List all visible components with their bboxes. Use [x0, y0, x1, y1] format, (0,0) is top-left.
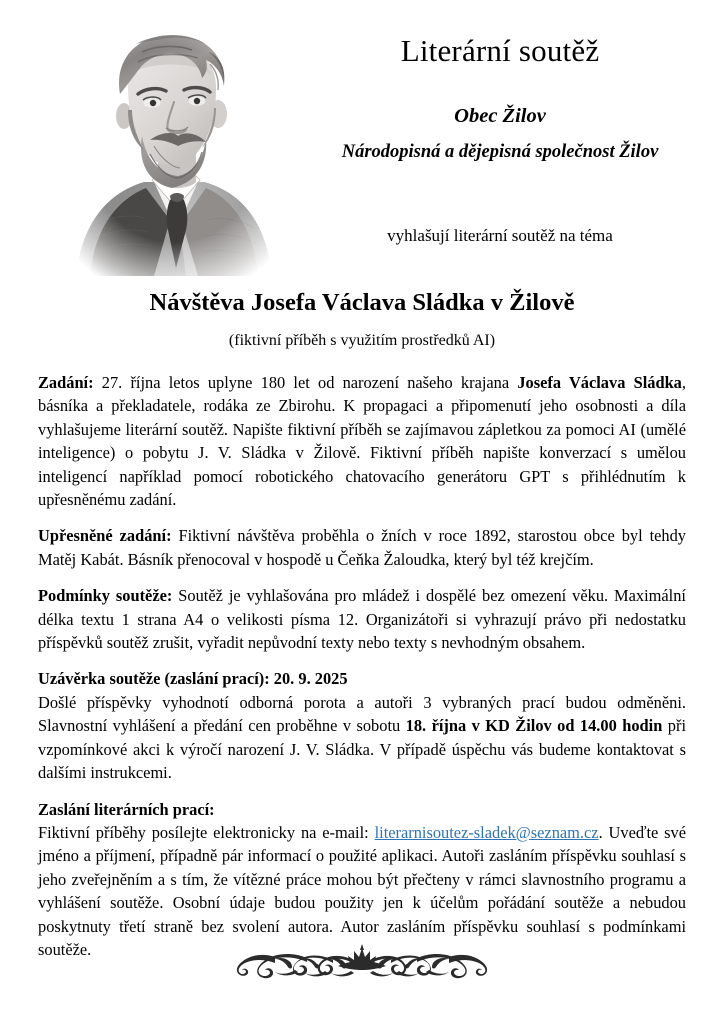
heading-zaslani [38, 798, 686, 821]
podminky-text: Soutěž je vyhlašována pro mládež i dospělé bez omezení věku. Maximální délka textu 1 strana A4 o velikosti písma 12. Organizátoři si vyhrazují právo při nedostatku příspěvků soutěž zrušit, vyřadit nepůvodní texty nebo texty s nevhodným obsahem. [38, 586, 686, 653]
poster-header [290, 34, 710, 163]
label-podminky: Podmínky soutěže: [38, 586, 173, 606]
uzaverka-bold-date: 18. října v KD Žilov od 14.00 hodin [405, 716, 663, 736]
paragraph-podminky [38, 584, 686, 654]
competition-theme-subtitle: (fiktivní příběh s využitím prostředků AI) [228, 332, 496, 349]
zaslani-heading-text: Zaslání literárních prací: [38, 799, 215, 819]
zadani-text-1: 27. října letos uplyne 180 let od narození našeho krajana [93, 373, 518, 392]
label-zadani: Zadání: [38, 373, 94, 392]
zaslani-text-1: Fiktivní příběhy posílejte elektronicky na e-mail: [38, 822, 375, 842]
uzaverka-text-2: při vzpomínkové akci k výročí narození J. V. Sládka. V případě úspěchu vás budeme kontaktovat s dalšími instrukcemi. [38, 716, 686, 783]
paragraph-zadani [38, 371, 686, 511]
label-upresnene: Upřesněné zadání: [38, 526, 172, 546]
announcement-line: vyhlašují literární soutěž na téma [387, 226, 613, 245]
heading-uzaverka [38, 667, 686, 690]
paragraph-upresnene [38, 524, 686, 571]
email-link[interactable]: literarnisoutez-sladek@seznam.cz [374, 822, 599, 842]
zadani-text-2: , básníka a překladatele, rodáka ze Zbirohu. K propagaci a připomenutí jeho osobnosti a díla vyhlašujeme literární soutěž. Napište fiktivní příběh se zajímavou zápletkou za pomoci AI (umělé inteligence) o pobytu J. V. Sládka v Žilově. Fiktivní příběh napište konverzací s umělou inteligencí například pomocí robotického chatovacího generátoru GPT s přihlédnutím k upřesněnému zadání. [38, 373, 686, 510]
decorative-flourish-divider-icon [0, 938, 724, 988]
competition-theme-title: Návštěva Josefa Václava Sládka v Žilově [149, 289, 575, 316]
paragraph-uzaverka [38, 691, 686, 785]
uzaverka-text-1: Došlé příspěvky vyhodnotí odborná porota a autoři 3 vybraných prací budou odměněni. Slavnostní vyhlášení a předání cen proběhne v sobotu [38, 692, 686, 736]
page-title: Literární soutěž [400, 33, 600, 68]
uzaverka-heading-text: Uzávěrka soutěže (zaslání prací): 20. 9. 2025 [38, 669, 348, 689]
zadani-bold-name: Josefa Václava Sládka [517, 373, 682, 392]
organizer-secondary: Národopisná a dějepisná společnost Žilov [341, 141, 659, 162]
organizer-primary: Obec Žilov [454, 105, 546, 128]
poster-body [38, 371, 686, 961]
zaslani-text-2: . Uveďte své jméno a příjmení, případně pár informací o použité aplikaci. Autoři zasláním příspěvku souhlasí s jeho zveřejněním a s tím, že vítězné práce mohou být přečteny v rámci slavnostního programu a vyhlášení soutěže. Osobní údaje budou použity jen k účelům pořádání soutěže a nebudou poskytnuty třetí straně bez svolení autora. Autor zasláním příspěvku souhlasí s podmínkami soutěže. [38, 822, 687, 959]
upresnene-text: Fiktivní návštěva proběhla o žních v roce 1892, starostou obce byl tehdy Matěj Kabát. Básník přenocoval v hospodě u Čeňka Žaloudka, který byl též krejčím. [38, 526, 686, 569]
